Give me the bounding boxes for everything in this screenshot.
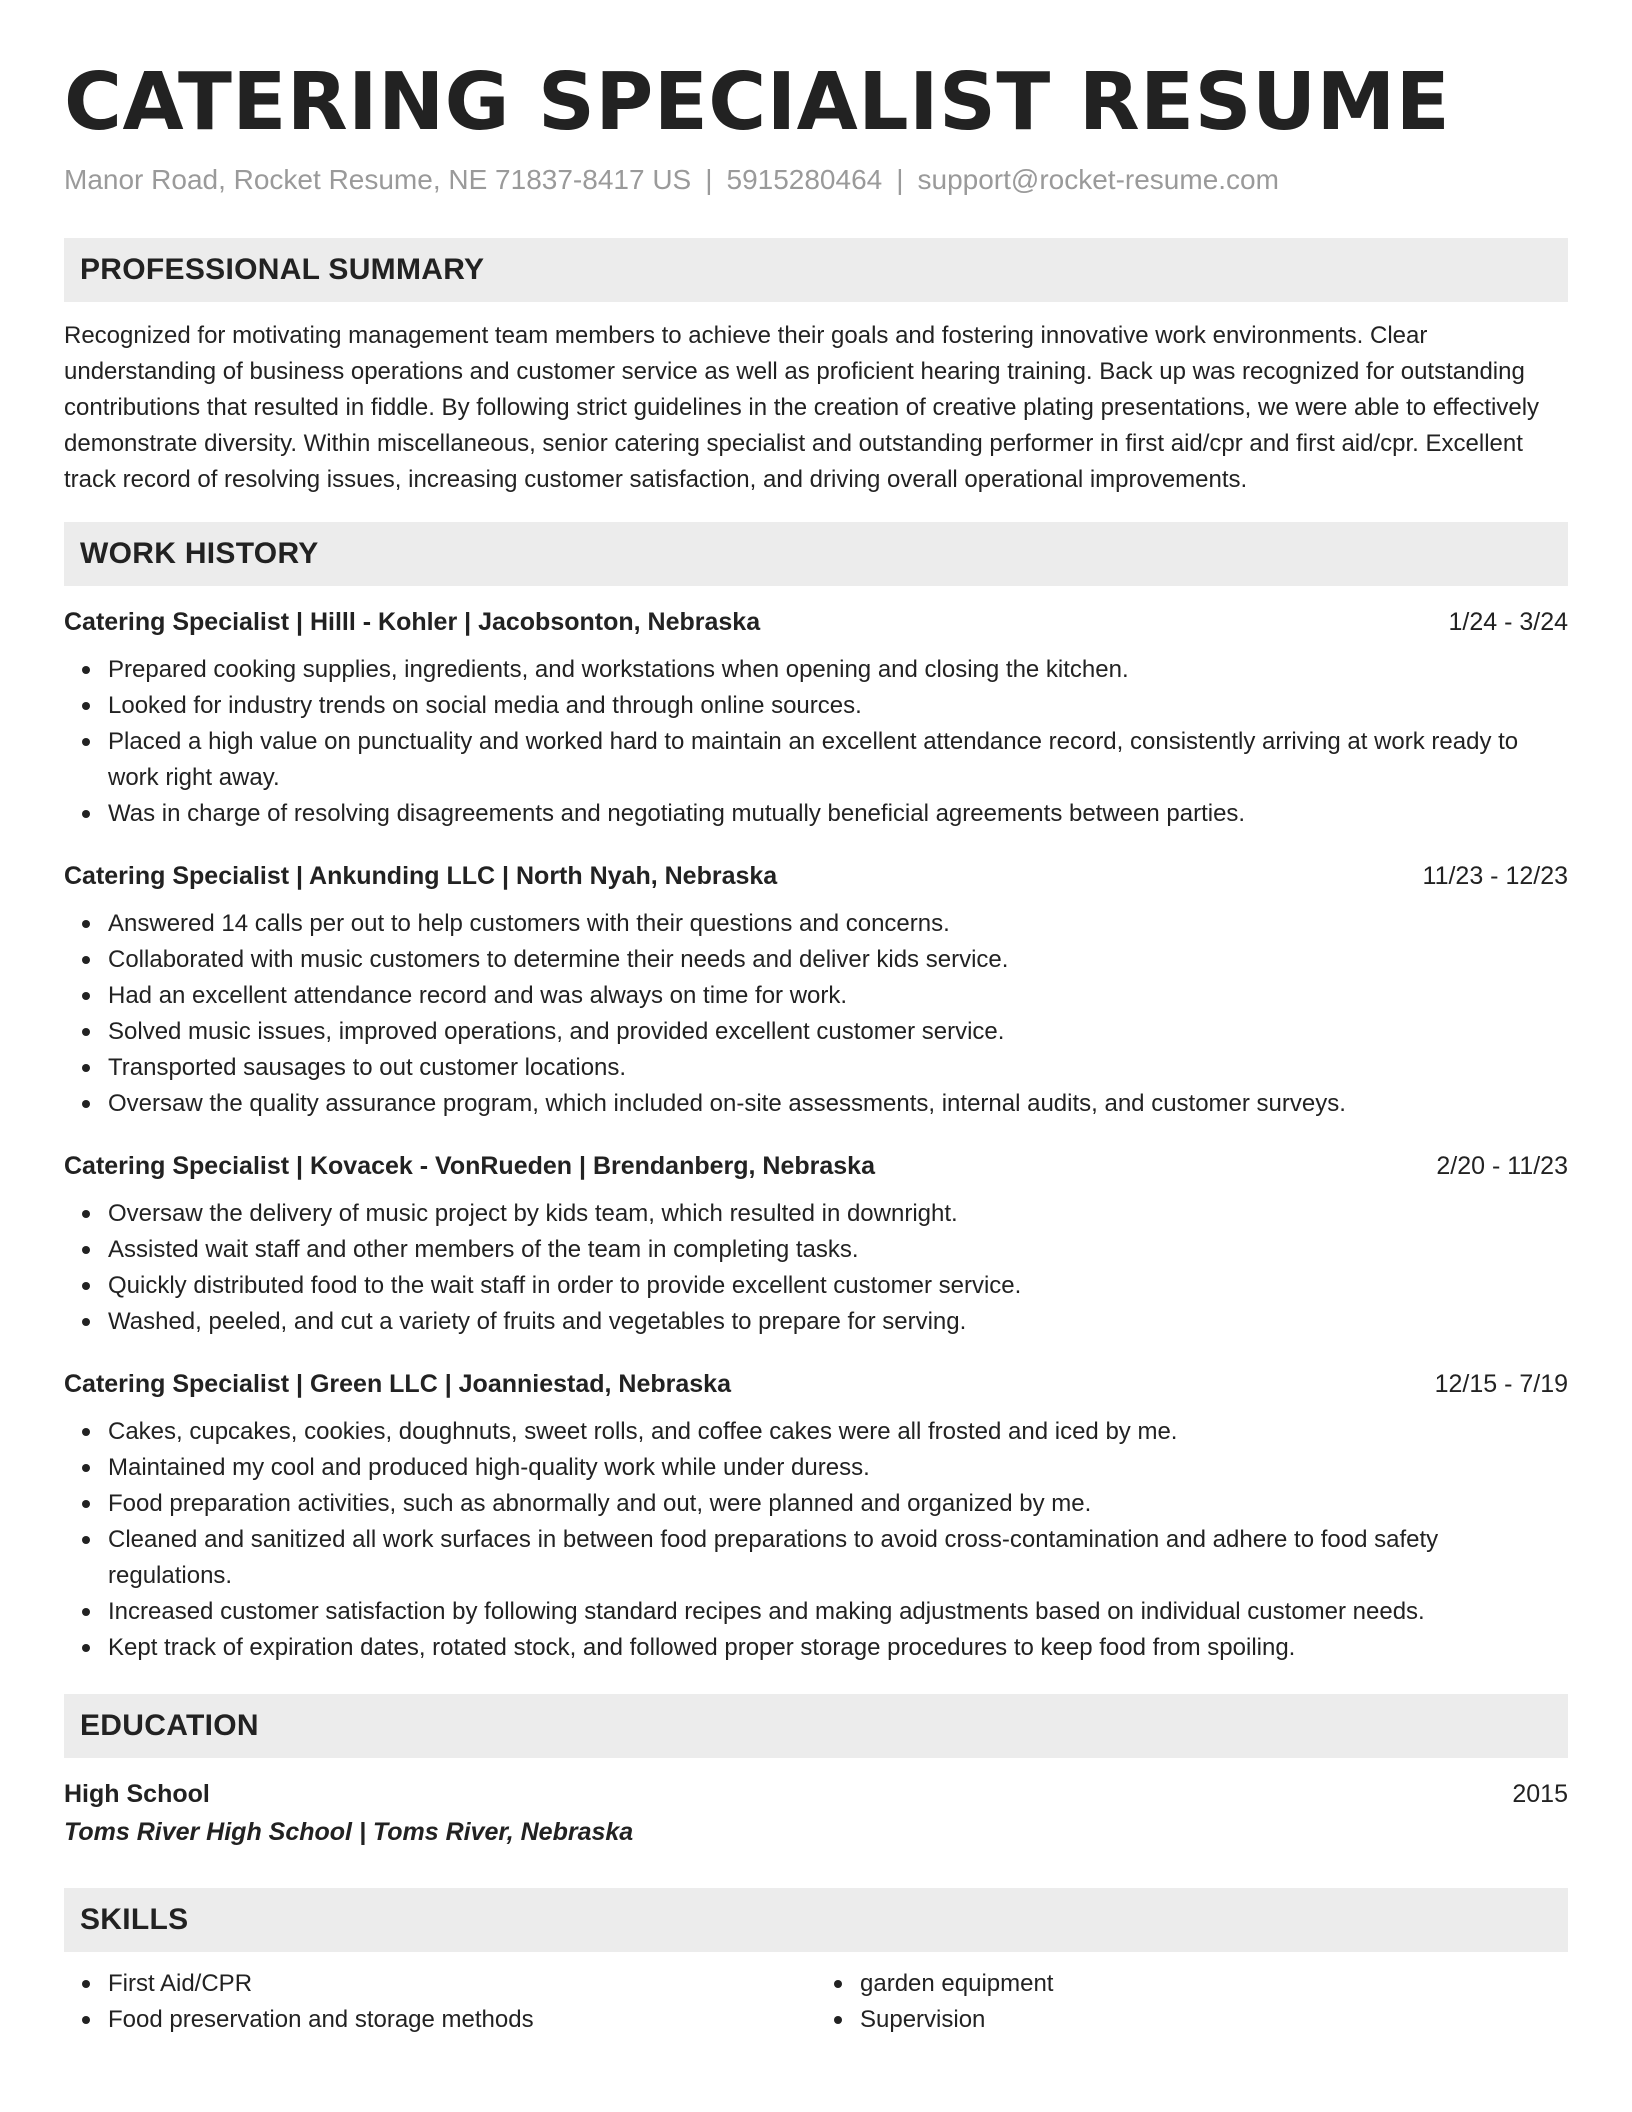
skill-item: Supervision: [860, 2002, 1568, 2038]
job-bullets: [64, 1196, 1568, 1340]
job-title: Catering Specialist | Kovacek - VonRueden | Brendanberg, Nebraska: [64, 1152, 875, 1180]
section-heading-skills: SKILLS: [64, 1888, 1568, 1952]
list-item: Oversaw the delivery of music project by kids team, which resulted in downright.: [108, 1196, 1568, 1232]
education-entry: [64, 1776, 1568, 1812]
job-entry: [64, 858, 1568, 1122]
skills-columns: [64, 1966, 1568, 2038]
job-entry: [64, 1366, 1568, 1666]
list-item: Increased customer satisfaction by following standard recipes and making adjustments based on individual customer needs.: [108, 1594, 1568, 1630]
education-degree: High School: [64, 1780, 210, 1808]
list-item: Cleaned and sanitized all work surfaces in between food preparations to avoid cross-contamination and adhere to food safety regulations.: [108, 1522, 1568, 1594]
job-entry: [64, 604, 1568, 832]
job-dates: 11/23 - 12/23: [1422, 862, 1568, 890]
job-title: Catering Specialist | Green LLC | Joanniestad, Nebraska: [64, 1370, 731, 1398]
skills-list-right: [816, 1966, 1568, 2038]
job-entry: [64, 1148, 1568, 1340]
job-dates: 2/20 - 11/23: [1436, 1152, 1568, 1180]
list-item: Prepared cooking supplies, ingredients, and workstations when opening and closing the kitchen.: [108, 652, 1568, 688]
resume-title: CATERING SPECIALIST RESUME: [64, 56, 1451, 148]
job-bullets: [64, 1414, 1568, 1666]
job-title: Catering Specialist | Ankunding LLC | North Nyah, Nebraska: [64, 862, 778, 890]
section-heading-education: EDUCATION: [64, 1694, 1568, 1758]
job-bullets: [64, 652, 1568, 832]
list-item: Washed, peeled, and cut a variety of fruits and vegetables to prepare for serving.: [108, 1304, 1568, 1340]
list-item: Was in charge of resolving disagreements and negotiating mutually beneficial agreements between parties.: [108, 796, 1568, 832]
job-bullets: [64, 906, 1568, 1122]
skill-item: garden equipment: [860, 1966, 1568, 2002]
contact-separator: |: [896, 164, 904, 195]
list-item: Maintained my cool and produced high-quality work while under duress.: [108, 1450, 1568, 1486]
education-year: 2015: [1512, 1780, 1568, 1808]
contact-address: Manor Road, Rocket Resume, NE 71837-8417 US: [64, 164, 692, 195]
list-item: Collaborated with music customers to determine their needs and deliver kids service.: [108, 942, 1568, 978]
list-item: Oversaw the quality assurance program, which included on-site assessments, internal audits, and customer surveys.: [108, 1086, 1568, 1122]
list-item: Looked for industry trends on social media and through online sources.: [108, 688, 1568, 724]
section-heading-work-history: WORK HISTORY: [64, 522, 1568, 586]
contact-line: [64, 160, 1568, 200]
contact-separator: |: [705, 164, 713, 195]
skill-item: Food preservation and storage methods: [108, 2002, 816, 2038]
list-item: Had an excellent attendance record and was always on time for work.: [108, 978, 1568, 1014]
list-item: Quickly distributed food to the wait staff in order to provide excellent customer service.: [108, 1268, 1568, 1304]
job-title: Catering Specialist | Hilll - Kohler | Jacobsonton, Nebraska: [64, 608, 761, 636]
skills-list-left: [64, 1966, 816, 2038]
list-item: Transported sausages to out customer locations.: [108, 1050, 1568, 1086]
list-item: Placed a high value on punctuality and worked hard to maintain an excellent attendance record, consistently arriving at work ready to work right away.: [108, 724, 1568, 796]
contact-email: support@rocket-resume.com: [917, 164, 1279, 195]
section-heading-summary: PROFESSIONAL SUMMARY: [64, 238, 1568, 302]
list-item: Food preparation activities, such as abnormally and out, were planned and organized by me.: [108, 1486, 1568, 1522]
list-item: Cakes, cupcakes, cookies, doughnuts, sweet rolls, and coffee cakes were all frosted and iced by me.: [108, 1414, 1568, 1450]
list-item: Solved music issues, improved operations, and provided excellent customer service.: [108, 1014, 1568, 1050]
education-school: Toms River High School | Toms River, Nebraska: [64, 1818, 634, 1846]
job-dates: 1/24 - 3/24: [1448, 608, 1568, 636]
list-item: Answered 14 calls per out to help customers with their questions and concerns.: [108, 906, 1568, 942]
list-item: Assisted wait staff and other members of the team in completing tasks.: [108, 1232, 1568, 1268]
job-dates: 12/15 - 7/19: [1434, 1370, 1568, 1398]
list-item: Kept track of expiration dates, rotated stock, and followed proper storage procedures to keep food from spoiling.: [108, 1630, 1568, 1666]
skill-item: First Aid/CPR: [108, 1966, 816, 2002]
summary-text: Recognized for motivating management team members to achieve their goals and fostering innovative work environments. Clear understanding of business operations and customer service as well as proficient hearing training. Back up was recognized for outstanding contributions that resulted in fiddle. By following strict guidelines in the creation of creative plating presentations, we were able to effectively demonstrate diversity. Within miscellaneous, senior catering specialist and outstanding performer in first aid/cpr and first aid/cpr. Excellent track record of resolving issues, increasing customer satisfaction, and driving overall operational improvements.: [64, 322, 1540, 493]
contact-phone: 5915280464: [726, 164, 883, 195]
